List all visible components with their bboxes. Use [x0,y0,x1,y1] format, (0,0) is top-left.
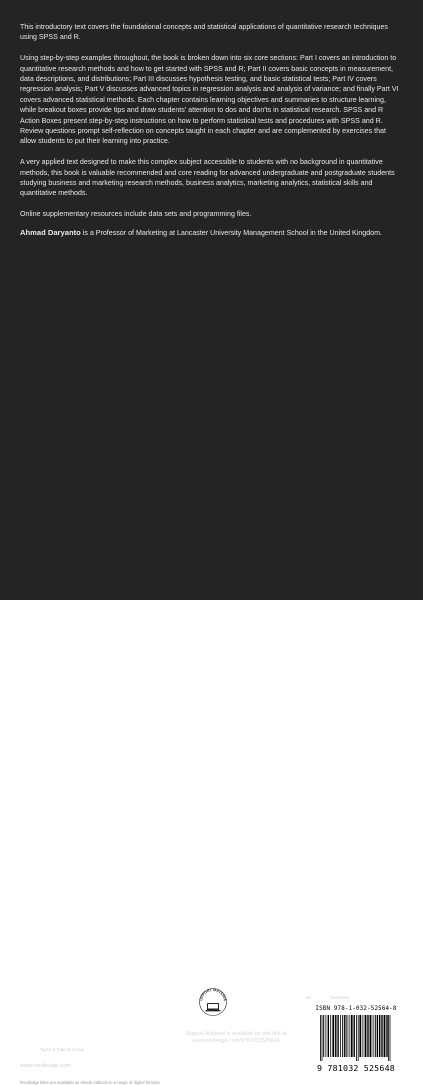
publisher-name: Routledge [40,1033,98,1048]
structure-paragraph: Using step-by-step examples throughout, the book is broken down into six core sections: Part I covers an introduction to quantitative research methods and how to get started with SPSS and R; Part II covers basic concepts in measurement, data descriptions, and distributions; Part III discusses hypothesis testing, and basic statistical tests; Part IV covers regression analysis; Part V discusses advanced topics in regression analysis and analysis of variance; and finally Part VI covers advanced statistical methods. Each chapter contains learning objectives and summaries to structure learning, while breakout boxes provide tips and draw students' attention to dos and don'ts in statistical research. SPSS and R Action Boxes present step-by-step instructions on how to perform statistical tests and procedures with SPSS and R. Review questions prompt self-reflection on concepts taught in each chapter and are complemented by exercises that allow students to put their learning into practice. [20,54,399,146]
informa-business-label [306,995,349,1000]
book-description [20,22,404,249]
informa-prefix: an [306,995,313,1000]
support-line-1: Support Material is available for this title at [185,1031,287,1037]
isbn-barcode [306,1003,406,1074]
support-material-badge-icon [197,986,229,1018]
routledge-logo-icon [20,1034,34,1054]
online-resources-paragraph: Online supplementary resources include data sets and programming files. [20,210,252,219]
audience-paragraph: A very applied text designed to make this complex subject accessible to students with no background in quantitative methods, this book is valuable recommended and core reading for advanced undergraduate and postgraduate students studying business and marketing research methods, business analytics, marketing analytics, statistical skills and quantitative methods. [20,158,395,198]
informa-brand: informa [312,995,330,1000]
badge-label: UPPORT MATERIA [199,987,227,1002]
barcode-digits: 9 781032 525648 [317,1063,395,1073]
intro-paragraph: This introductory text covers the foundational concepts and statistical applications of quantitative research techniques using SPSS and R. [20,23,388,42]
author-bio [20,228,404,238]
publisher-url: www.routledge.com [20,1063,71,1069]
support-url: www.routledge.com/9781032525648 [192,1038,280,1044]
author-bio-text: is a Professor of Marketing at Lancaster University Management School in the United Kingdom. [80,229,383,238]
barcode-icon [320,1015,392,1061]
publisher-tagline: Taylor & Francis Group [40,1047,84,1052]
ebook-availability-note: Routledge titles are available as eBook editions in a range of digital formats [20,1080,160,1085]
author-name: Ahmad Daryanto [20,228,81,238]
cover-footer [0,490,423,1085]
isbn-label: ISBN 978-1-032-52564-8 [315,1006,397,1012]
informa-suffix: business [329,995,349,1000]
support-material-note [176,1031,296,1045]
